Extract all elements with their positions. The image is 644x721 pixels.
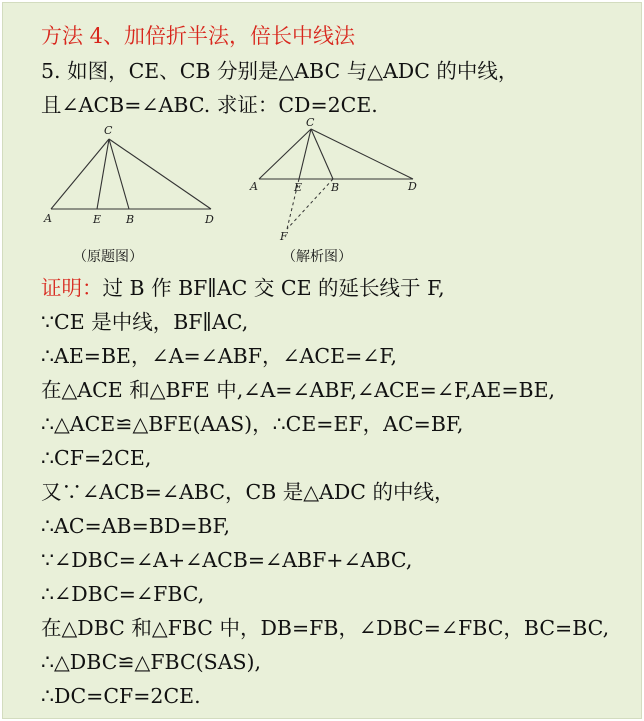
proof-line: ∴CF=2CE, (41, 446, 152, 470)
proof-first-line (41, 275, 445, 301)
label-B: B (126, 213, 135, 226)
segment-CB (109, 139, 129, 209)
analysis-figure-caption: （解析图） (282, 249, 352, 265)
label-B: B (331, 181, 340, 194)
segment-CE (299, 129, 311, 179)
analysis-figure (247, 117, 429, 243)
proof-line: 在△DBC 和△FBC 中，DB=FB，∠DBC=∠FBC，BC=BC, (41, 616, 610, 640)
proof-line: ∵∠DBC=∠A+∠ACB=∠ABF+∠ABC, (41, 548, 413, 572)
label-E: E (294, 181, 303, 194)
proof-line: ∴∠DBC=∠FBC, (41, 582, 205, 606)
original-figure-caption: （原题图） (73, 249, 143, 265)
proof-line: ∵CE 是中线，BF∥AC, (41, 310, 249, 334)
proof-line: ∴△DBC≌△FBC(SAS), (41, 650, 262, 674)
segment-CD (109, 139, 211, 209)
proof-label: 证明： (41, 276, 103, 300)
label-A: A (250, 180, 258, 193)
segment-CE (97, 139, 109, 209)
problem-line-2: 且∠ACB=∠ABC. 求证：CD=2CE. (41, 93, 378, 117)
proof-first-step: 过 B 作 BF∥AC 交 CE 的延长线于 F, (102, 276, 445, 300)
label-F: F (280, 230, 288, 243)
label-E: E (93, 213, 102, 226)
original-figure (39, 121, 225, 233)
segment-AC (51, 139, 109, 209)
proof-line: ∴AE=BE，∠A=∠ABF，∠ACE=∠F, (41, 344, 397, 368)
proof-line: ∴DC=CF=2CE. (41, 684, 201, 708)
segment-CD (311, 129, 413, 179)
label-D: D (408, 180, 417, 193)
proof-line: 又∵∠ACB=∠ABC，CB 是△ADC 的中线， (41, 480, 455, 504)
proof-line: 在△ACE 和△BFE 中,∠A=∠ABF,∠ACE=∠F,AE=BE, (41, 378, 556, 402)
label-A: A (44, 212, 52, 225)
problem-line-1: 5. 如图，CE、CB 分别是△ABC 与△ADC 的中线， (41, 59, 519, 83)
segment-AC (259, 129, 311, 179)
label-D: D (205, 213, 214, 226)
segment-CB (311, 129, 333, 179)
page (2, 2, 642, 719)
label-C: C (306, 117, 315, 129)
proof-line: ∴AC=AB=BD=BF, (41, 514, 231, 538)
label-C: C (104, 124, 113, 137)
proof-line: ∴△ACE≌△BFE(AAS)，∴CE=EF，AC=BF, (41, 412, 464, 436)
section-title: 方法 4、加倍折半法，倍长中线法 (41, 24, 356, 48)
